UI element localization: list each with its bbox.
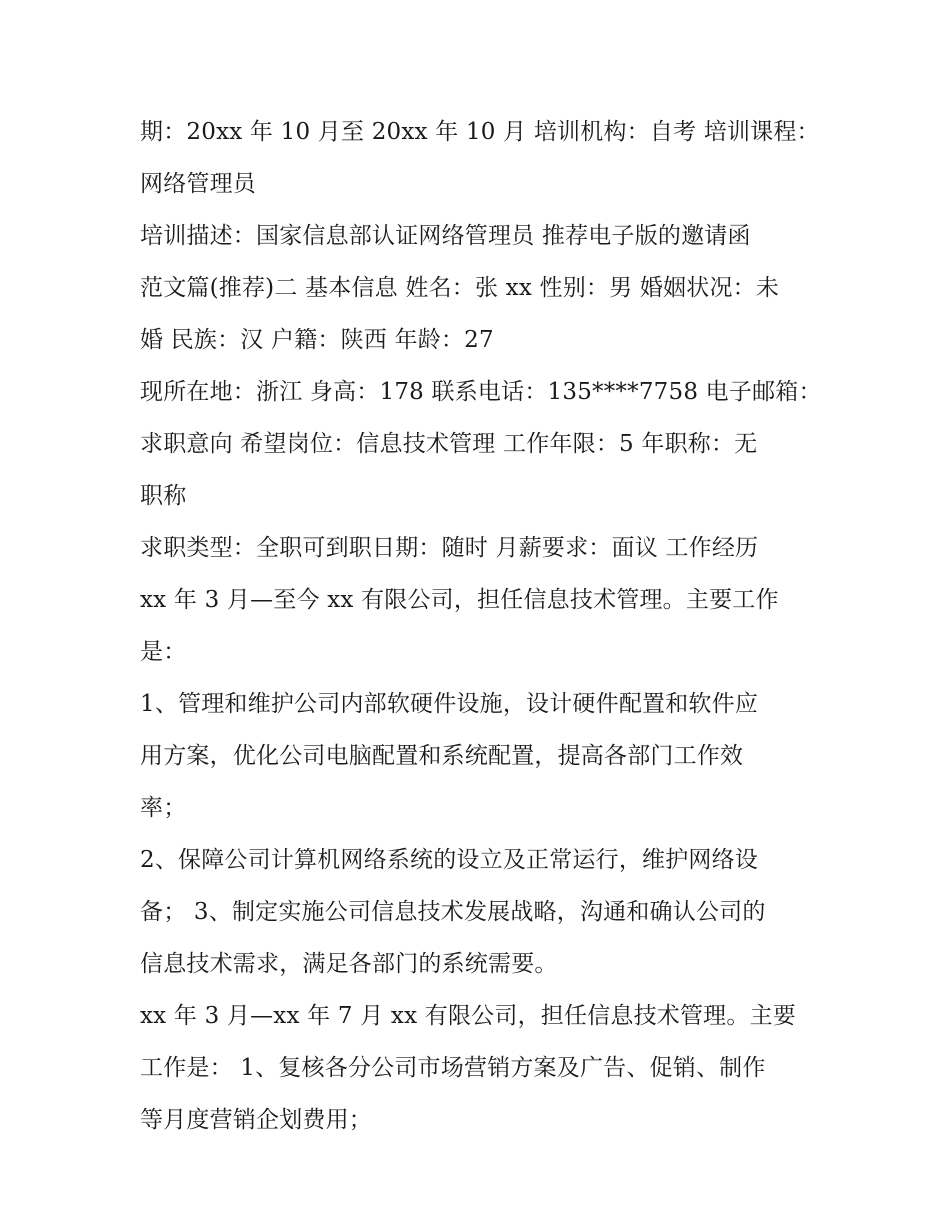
text-line: 等月度营销企划费用； xyxy=(140,1107,372,1133)
text-line: 信息技术需求，满足各部门的系统需要。 xyxy=(140,951,558,977)
text-line: 职称 xyxy=(140,483,187,509)
text-line: 是： xyxy=(140,639,187,665)
text-line: 求职意向 希望岗位：信息技术管理 工作年限：5 年职称：无 xyxy=(140,431,758,457)
text-line: xx 年 3 月—至今 xx 有限公司，担任信息技术管理。主要工作 xyxy=(140,587,779,613)
text-line: xx 年 3 月—xx 年 7 月 xx 有限公司，担任信息技术管理。主要 xyxy=(140,1003,796,1029)
text-line: 网络管理员 xyxy=(140,171,256,197)
text-line: 2、保障公司计算机网络系统的设立及正常运行，维护网络设 xyxy=(140,847,759,873)
text-line: 备； 3、制定实施公司信息技术发展战略，沟通和确认公司的 xyxy=(140,899,766,925)
text-line: 婚 民族：汉 户籍：陕西 年龄：27 xyxy=(140,327,494,353)
text-line: 求职类型：全职可到职日期：随时 月薪要求：面议 工作经历 xyxy=(140,535,759,561)
text-line: 率； xyxy=(140,795,187,821)
text-line: 用方案，优化公司电脑配置和系统配置，提高各部门工作效 xyxy=(140,743,744,769)
text-line: 工作是： 1、复核各分公司市场营销方案及广告、促销、制作 xyxy=(140,1055,766,1081)
text-line: 期：20xx 年 10 月至 20xx 年 10 月 培训机构：自考 培训课程： xyxy=(140,119,820,145)
text-line: 1、管理和维护公司内部软硬件设施，设计硬件配置和软件应 xyxy=(140,691,759,717)
text-line: 现所在地：浙江 身高：178 联系电话：135****7758 电子邮箱： xyxy=(140,379,822,405)
document-body xyxy=(140,106,820,1146)
text-line: 培训描述：国家信息部认证网络管理员 推荐电子版的邀请函 xyxy=(140,223,751,249)
text-line: 范文篇(推荐)二 基本信息 姓名：张 xx 性别：男 婚姻状况：未 xyxy=(140,275,780,301)
